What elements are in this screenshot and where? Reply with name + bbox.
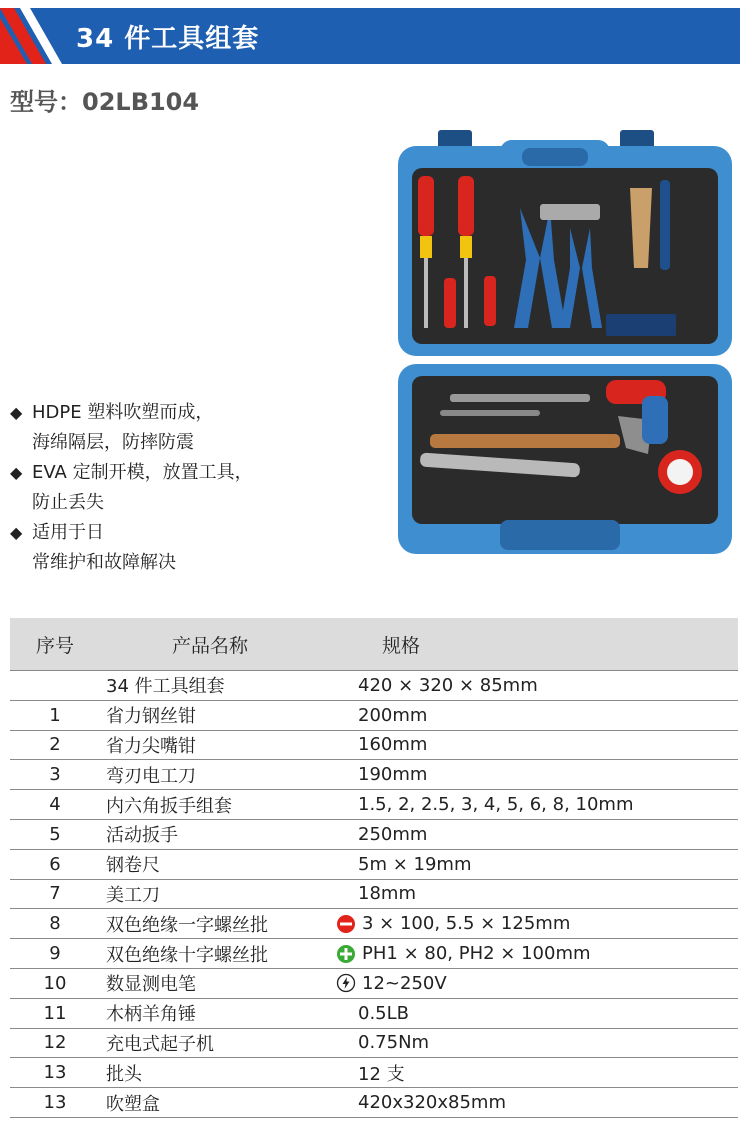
feature-line: 常维护和故障解决 xyxy=(32,552,176,573)
feature-item xyxy=(10,518,310,578)
feature-item xyxy=(10,458,310,518)
product-name: 数显测电笔 xyxy=(106,974,196,996)
table-header xyxy=(10,618,738,671)
product-name: 34 件工具组套 xyxy=(106,676,225,698)
row-number: 4 xyxy=(49,794,61,816)
feature-line: HDPE 塑料吹塑而成， xyxy=(32,402,214,423)
header-no: 序号 xyxy=(35,634,74,657)
row-number: 6 xyxy=(49,853,61,875)
product-name: 双色绝缘十字螺丝批 xyxy=(106,944,268,966)
table-row xyxy=(10,760,738,790)
table-row xyxy=(10,850,738,880)
spec-cell xyxy=(358,705,738,726)
header-name: 产品名称 xyxy=(172,634,249,657)
phillips-icon xyxy=(336,944,356,964)
product-name: 充电式起子机 xyxy=(106,1033,214,1055)
product-name: 省力尖嘴钳 xyxy=(106,735,196,757)
table-row xyxy=(10,790,738,820)
product-name: 木柄羊角锤 xyxy=(106,1004,196,1026)
table-row xyxy=(10,701,738,731)
spec-cell xyxy=(358,794,738,815)
product-name: 省力钢丝钳 xyxy=(106,706,196,728)
spec-cell xyxy=(358,883,738,904)
row-number: 1 xyxy=(49,704,61,726)
spec-value: 5m × 19mm xyxy=(358,853,472,875)
row-number: 11 xyxy=(43,1002,67,1024)
spec-table xyxy=(10,618,738,1118)
row-number: 2 xyxy=(49,734,61,756)
spec-value: 200mm xyxy=(358,704,428,726)
feature-line: 海绵隔层，防摔防震 xyxy=(32,432,194,453)
spec-value: 250mm xyxy=(358,823,428,845)
product-name: 双色绝缘一字螺丝批 xyxy=(106,914,268,936)
spec-cell xyxy=(358,943,738,964)
row-number: 8 xyxy=(49,913,61,935)
spec-cell xyxy=(358,854,738,875)
row-number: 12 xyxy=(43,1032,67,1054)
feature-line: EVA 定制开模，放置工具， xyxy=(32,462,253,483)
spec-value: 1.5, 2, 2.5, 3, 4, 5, 6, 8, 10mm xyxy=(358,794,634,816)
table-row xyxy=(10,909,738,939)
spec-cell xyxy=(358,734,738,755)
table-row xyxy=(10,671,738,701)
spec-value: 18mm xyxy=(358,883,416,905)
table-row xyxy=(10,1088,738,1118)
table-row xyxy=(10,820,738,850)
spec-cell xyxy=(358,764,738,785)
feature-item xyxy=(10,398,310,458)
header-spec: 规格 xyxy=(382,634,421,657)
product-name: 钢卷尺 xyxy=(106,855,160,877)
row-number: 13 xyxy=(43,1062,67,1084)
voltage-icon xyxy=(336,973,356,993)
spec-cell xyxy=(358,1032,738,1053)
table-row xyxy=(10,731,738,761)
row-number: 10 xyxy=(43,972,67,994)
product-name: 吹塑盒 xyxy=(106,1093,160,1115)
table-body xyxy=(10,671,738,1118)
slotted-icon xyxy=(336,914,356,934)
diamond-bullet-icon: ◆ xyxy=(10,463,23,482)
diamond-bullet-icon: ◆ xyxy=(10,523,23,542)
spec-value: 420 × 320 × 85mm xyxy=(358,674,538,696)
diamond-bullet-icon: ◆ xyxy=(10,403,23,422)
spec-value: 160mm xyxy=(358,734,428,756)
feature-list xyxy=(10,398,310,578)
table-row xyxy=(10,1058,738,1088)
table-row xyxy=(10,939,738,969)
spec-cell xyxy=(358,1092,738,1113)
spec-cell xyxy=(358,824,738,845)
row-number: 5 xyxy=(49,823,61,845)
feature-line: 适用于日 xyxy=(32,522,104,543)
product-name: 内六角扳手组套 xyxy=(106,795,232,817)
product-name: 批头 xyxy=(106,1063,142,1085)
table-row xyxy=(10,999,738,1029)
spec-value: 190mm xyxy=(358,764,428,786)
spec-value: 3 × 100, 5.5 × 125mm xyxy=(362,913,571,935)
table-row xyxy=(10,880,738,910)
spec-value: 0.75Nm xyxy=(358,1032,430,1054)
spec-cell xyxy=(358,1060,738,1086)
spec-cell xyxy=(358,973,738,994)
row-number: 7 xyxy=(49,883,61,905)
product-name: 美工刀 xyxy=(106,884,160,906)
model-number: 型号：02LB104 xyxy=(10,88,200,116)
spec-cell xyxy=(358,913,738,934)
row-number: 9 xyxy=(49,943,61,965)
spec-value: 12 支 xyxy=(358,1063,405,1085)
spec-cell xyxy=(358,675,738,696)
spec-value: 12~250V xyxy=(362,972,447,994)
row-number: 3 xyxy=(49,764,61,786)
spec-value: PH1 × 80, PH2 × 100mm xyxy=(362,943,591,965)
spec-value: 0.5LB xyxy=(358,1002,410,1024)
toolkit-photo xyxy=(390,128,740,558)
spec-value: 420x320x85mm xyxy=(358,1092,506,1114)
table-row xyxy=(10,1029,738,1059)
product-name: 弯刃电工刀 xyxy=(106,765,196,787)
product-name: 活动扳手 xyxy=(106,825,178,847)
page-title: 34 件工具组套 xyxy=(76,24,260,54)
row-number: 13 xyxy=(43,1092,67,1114)
table-row xyxy=(10,969,738,999)
spec-cell xyxy=(358,1003,738,1024)
title-banner xyxy=(0,8,740,64)
feature-line: 防止丢失 xyxy=(32,492,104,513)
